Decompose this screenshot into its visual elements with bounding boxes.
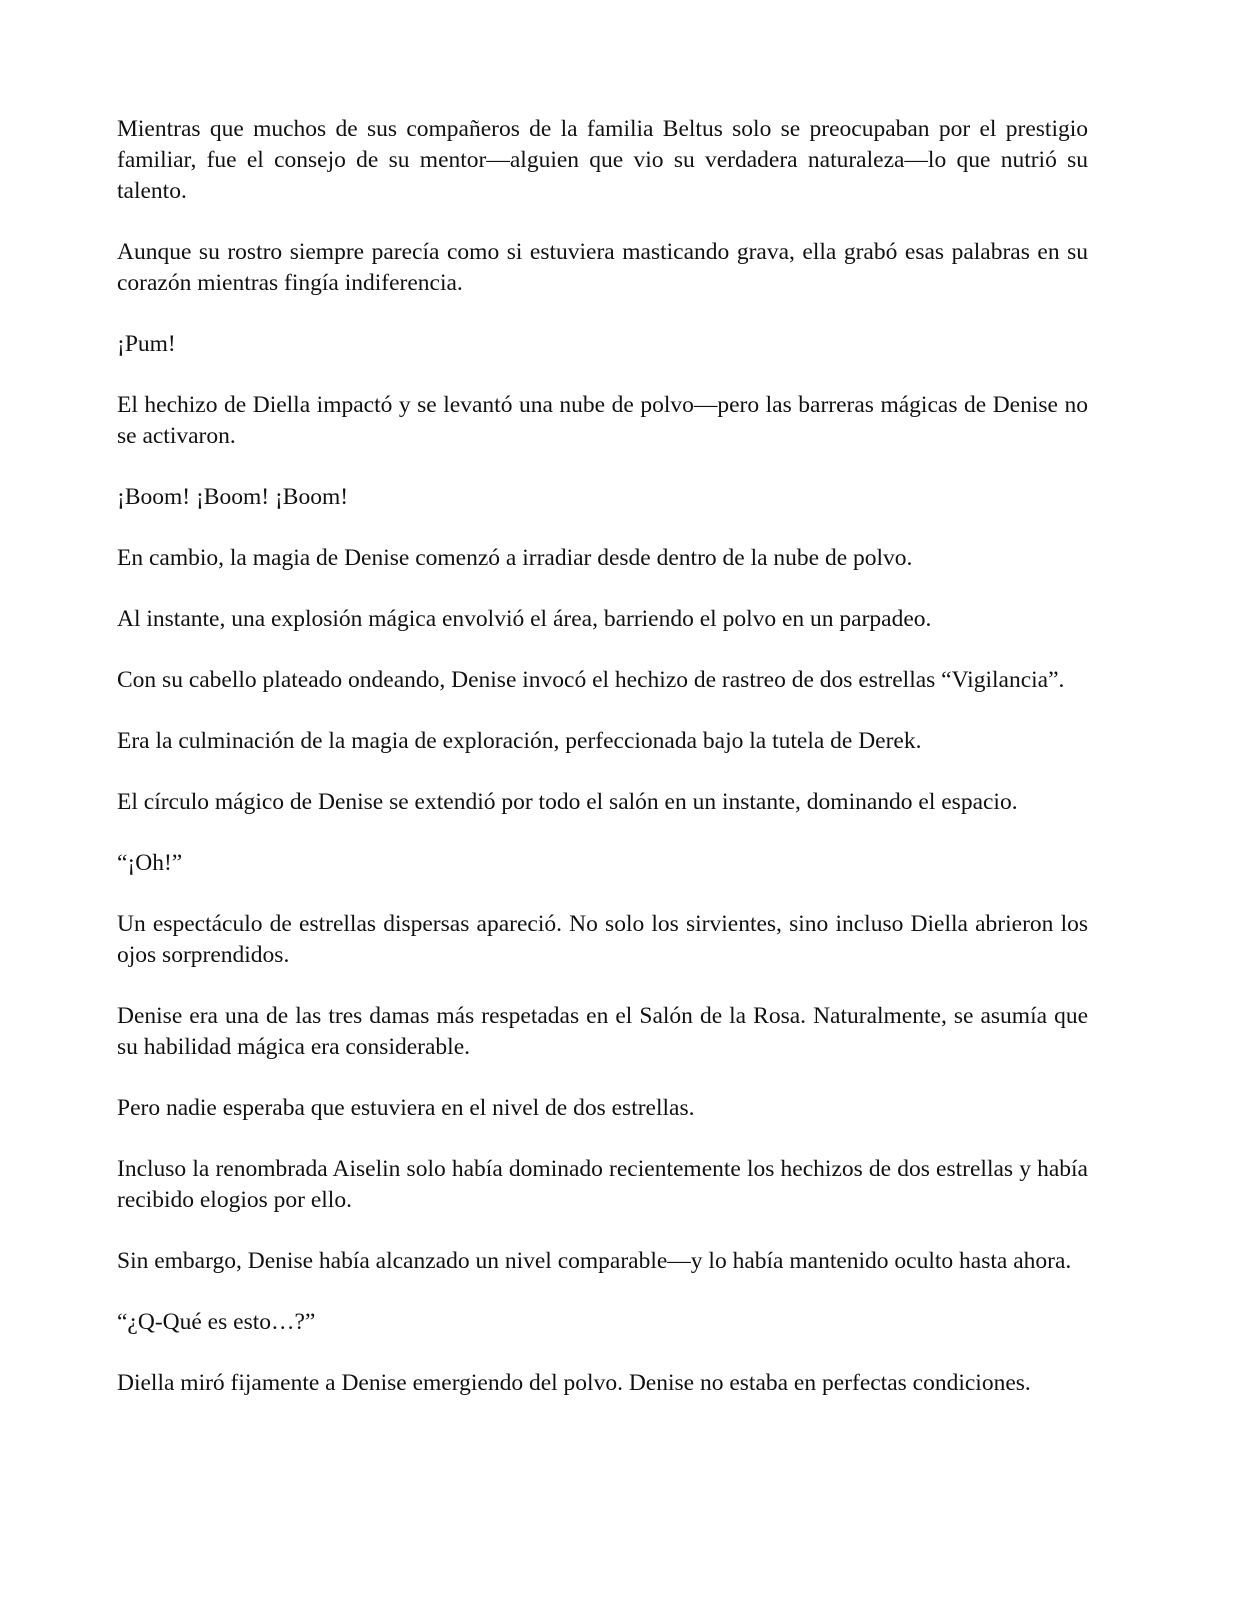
paragraph: Denise era una de las tres damas más respetadas en el Salón de la Rosa. Naturalmente, se asumía que su habilidad mágica era considerable.: [117, 1003, 1088, 1060]
paragraph: En cambio, la magia de Denise comenzó a irradiar desde dentro de la nube de polvo.: [117, 545, 913, 571]
paragraph: Al instante, una explosión mágica envolvió el área, barriendo el polvo en un parpadeo.: [117, 606, 932, 632]
paragraph: ¡Pum!: [117, 331, 176, 357]
paragraph: Mientras que muchos de sus compañeros de la familia Beltus solo se preocupaban por el prestigio familiar, fue el consejo de su mentor—alguien que vio su verdadera naturaleza—lo que nutrió su talento.: [117, 116, 1088, 204]
paragraph: Diella miró fijamente a Denise emergiendo del polvo. Denise no estaba en perfectas condiciones.: [117, 1370, 1031, 1396]
paragraph: Sin embargo, Denise había alcanzado un nivel comparable—y lo había mantenido oculto hasta ahora.: [117, 1248, 1072, 1274]
paragraph: Era la culminación de la magia de exploración, perfeccionada bajo la tutela de Derek.: [117, 728, 922, 754]
document-body: [117, 114, 1088, 1429]
paragraph: Aunque su rostro siempre parecía como si estuviera masticando grava, ella grabó esas palabras en su corazón mientras fingía indiferencia.: [117, 239, 1088, 296]
paragraph: El hechizo de Diella impactó y se levantó una nube de polvo—pero las barreras mágicas de Denise no se activaron.: [117, 392, 1088, 449]
paragraph: Un espectáculo de estrellas dispersas apareció. No solo los sirvientes, sino incluso Diella abrieron los ojos sorprendidos.: [117, 911, 1088, 968]
paragraph: “¡Oh!”: [117, 850, 183, 876]
paragraph: Pero nadie esperaba que estuviera en el nivel de dos estrellas.: [117, 1095, 695, 1121]
paragraph: “¿Q-Qué es esto…?”: [117, 1309, 316, 1335]
paragraph: Con su cabello plateado ondeando, Denise invocó el hechizo de rastreo de dos estrellas “Vigilancia”.: [117, 667, 1065, 693]
paragraph: ¡Boom! ¡Boom! ¡Boom!: [117, 484, 349, 510]
paragraph: Incluso la renombrada Aiselin solo había dominado recientemente los hechizos de dos estrellas y había recibido elogios por ello.: [117, 1156, 1088, 1213]
paragraph: El círculo mágico de Denise se extendió por todo el salón en un instante, dominando el espacio.: [117, 789, 1018, 815]
